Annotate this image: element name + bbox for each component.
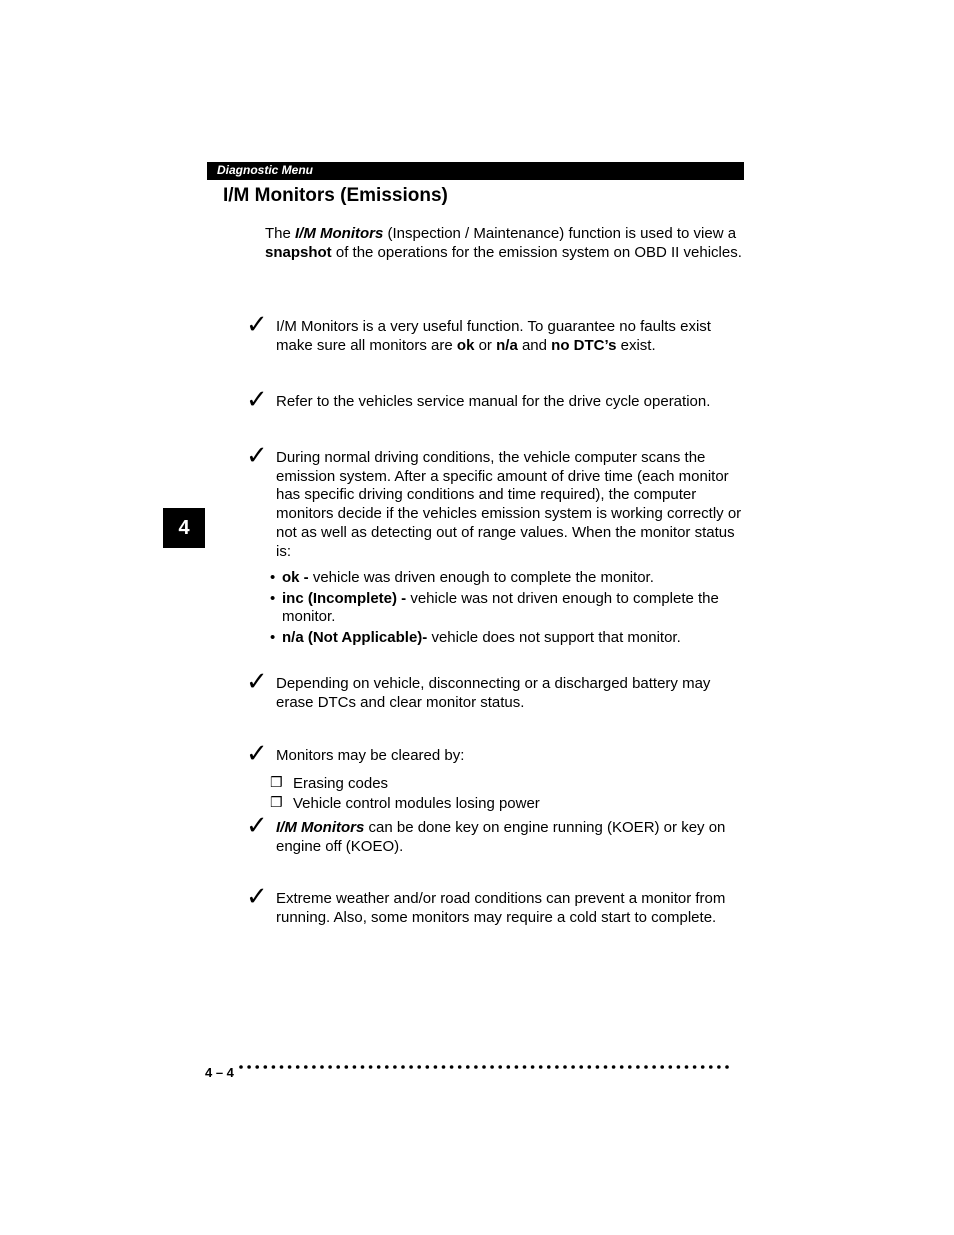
- leader-dot: [409, 1065, 413, 1069]
- leader-dot: [369, 1065, 373, 1069]
- leader-dot: [490, 1065, 494, 1069]
- leader-dot: [660, 1065, 664, 1069]
- term: no DTC’s: [551, 336, 617, 354]
- leader-dot: [515, 1065, 519, 1069]
- leader-dot: [312, 1065, 316, 1069]
- term: n/a: [496, 336, 518, 354]
- leader-dot: [336, 1065, 340, 1069]
- checkbox-icon: ❒: [270, 795, 283, 811]
- leader-dot: [588, 1065, 592, 1069]
- leader-dot: [304, 1065, 308, 1069]
- leader-dot: [571, 1065, 575, 1069]
- status-text: vehicle was not driven enough to complete the monitor.: [282, 589, 719, 626]
- list-item: [270, 794, 540, 814]
- monitor-status-list: [270, 569, 745, 650]
- note-text: Refer to the vehicles service manual for the drive cycle operation.: [276, 393, 711, 410]
- list-item: [270, 629, 745, 648]
- leader-dot: [669, 1065, 673, 1069]
- leader-dot: [272, 1065, 276, 1069]
- section-header-label: Diagnostic Menu: [217, 163, 314, 177]
- bullet-icon: •: [270, 589, 276, 607]
- leader-dot: [434, 1065, 438, 1069]
- leader-dot: [417, 1065, 421, 1069]
- leader-dot: [264, 1065, 268, 1069]
- leader-dot: [458, 1065, 462, 1069]
- leader-dot: [563, 1065, 567, 1069]
- status-text: vehicle does not support that monitor.: [431, 629, 681, 647]
- section-header-bar: [207, 162, 744, 180]
- page-number: 4 – 4: [205, 1065, 234, 1080]
- leader-dot: [604, 1065, 608, 1069]
- leader-dot: [539, 1065, 543, 1069]
- checkmark-icon: ✓: [246, 310, 268, 340]
- leader-dot: [555, 1065, 559, 1069]
- leader-dot: [628, 1065, 632, 1069]
- chapter-tab: 4: [163, 508, 205, 548]
- text: exist.: [616, 336, 656, 354]
- leader-dot: [677, 1065, 681, 1069]
- note-text: During normal driving conditions, the vehicle computer scans the emission system. After a specific amount of drive time (each monitor has specific driving conditions and time required), the computer monitors decide if the vehicles emission system is working correctly or not as well as detecting out of range values. When the monitor status is:: [276, 449, 742, 560]
- checkmark-icon: ✓: [246, 385, 268, 415]
- leader-dot: [498, 1065, 502, 1069]
- intro-term: snapshot: [265, 243, 332, 261]
- leader-dot: [709, 1065, 713, 1069]
- leader-dot: [320, 1065, 324, 1069]
- leader-dot: [401, 1065, 405, 1069]
- leader-dot: [725, 1065, 729, 1069]
- page-title: I/M Monitors (Emissions): [223, 185, 448, 206]
- leader-dot: [644, 1065, 648, 1069]
- leader-dot: [280, 1065, 284, 1069]
- leader-dot: [345, 1065, 349, 1069]
- leader-dot: [636, 1065, 640, 1069]
- leader-dot: [596, 1065, 600, 1069]
- note-text: Depending on vehicle, disconnecting or a discharged battery may erase DTCs and clear monitor status.: [276, 675, 711, 711]
- intro-text: The: [265, 225, 296, 242]
- leader-dot: [693, 1065, 697, 1069]
- leader-dot: [701, 1065, 705, 1069]
- intro-term: I/M Monitors: [295, 225, 384, 242]
- leader-dot: [685, 1065, 689, 1069]
- clear-methods-list: [270, 774, 540, 814]
- intro-text: (Inspection / Maintenance) function is used to view a: [383, 225, 737, 242]
- text: I/M Monitors is a very useful function. To guarantee no faults exist make sure all monitors are: [276, 318, 711, 354]
- checkmark-icon: ✓: [246, 739, 268, 769]
- text: or: [474, 336, 497, 354]
- leader-dot: [717, 1065, 721, 1069]
- leader-dot: [547, 1065, 551, 1069]
- leader-dot: [442, 1065, 446, 1069]
- leader-dot: [377, 1065, 381, 1069]
- note-text: [276, 819, 746, 856]
- leader-dot: [474, 1065, 478, 1069]
- term: I/M Monitors: [276, 819, 365, 836]
- leader-dot: [450, 1065, 454, 1069]
- bullet-icon: •: [270, 629, 276, 647]
- bullet-icon: •: [270, 569, 276, 586]
- checkmark-icon: ✓: [246, 811, 268, 841]
- term: ok: [456, 336, 475, 354]
- leader-dot: [255, 1065, 259, 1069]
- leader-dot: [620, 1065, 624, 1069]
- leader-dot: [288, 1065, 292, 1069]
- checkmark-icon: ✓: [246, 441, 268, 471]
- checkbox-icon: ❒: [270, 775, 283, 791]
- status-label: n/a (Not Applicable)-: [282, 629, 432, 647]
- leader-dot: [361, 1065, 365, 1069]
- status-label: inc (Incomplete) -: [282, 589, 411, 607]
- leader-dot: [385, 1065, 389, 1069]
- intro-text: of the operations for the emission system on OBD II vehicles.: [331, 243, 742, 261]
- text: and: [517, 336, 552, 354]
- list-item: [270, 590, 745, 627]
- leader-dot: [652, 1065, 656, 1069]
- footer-dot-leader: [238, 1062, 738, 1072]
- leader-dot: [239, 1065, 243, 1069]
- leader-dot: [523, 1065, 527, 1069]
- leader-dot: [579, 1065, 583, 1069]
- status-label: ok -: [282, 569, 313, 586]
- leader-dot: [296, 1065, 300, 1069]
- list-item-text: Erasing codes: [293, 775, 389, 792]
- note-text: [276, 318, 746, 355]
- leader-dot: [393, 1065, 397, 1069]
- note-text: Extreme weather and/or road conditions can prevent a monitor from running. Also, some monitors may require a cold start to complete.: [276, 890, 726, 926]
- checkmark-icon: ✓: [246, 667, 268, 697]
- leader-dot: [328, 1065, 332, 1069]
- leader-dot: [353, 1065, 357, 1069]
- list-item-text: Vehicle control modules losing power: [293, 795, 540, 812]
- leader-dot: [426, 1065, 430, 1069]
- intro-paragraph: [265, 225, 745, 262]
- checkmark-icon: ✓: [246, 882, 268, 912]
- leader-dot: [482, 1065, 486, 1069]
- text: can be done key on engine running (KOER) or key on engine off (KOEO).: [276, 819, 726, 855]
- leader-dot: [247, 1065, 251, 1069]
- list-item: [270, 774, 540, 794]
- list-item: [270, 569, 745, 588]
- leader-dot: [531, 1065, 535, 1069]
- note-text: Monitors may be cleared by:: [276, 747, 465, 764]
- leader-dot: [612, 1065, 616, 1069]
- leader-dot: [466, 1065, 470, 1069]
- leader-dot: [507, 1065, 511, 1069]
- status-text: vehicle was driven enough to complete the monitor.: [312, 569, 654, 586]
